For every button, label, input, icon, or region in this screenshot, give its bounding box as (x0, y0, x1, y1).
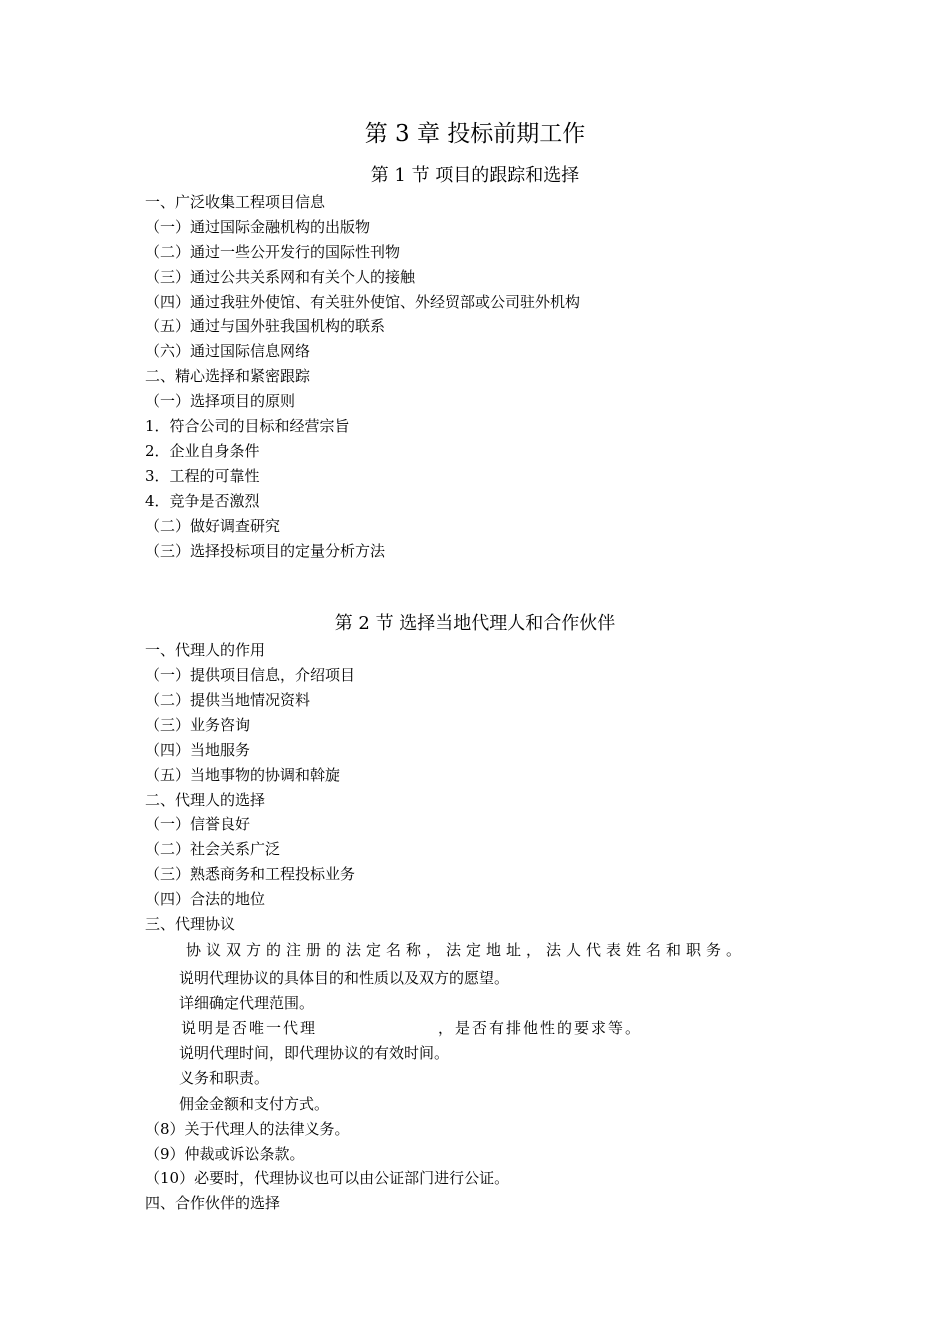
section-1-line: （三）选择投标项目的定量分析方法 (145, 542, 386, 560)
section-2-line: （一）信誉良好 (145, 815, 251, 833)
section-2-line: （四）当地服务 (145, 741, 251, 759)
section-2-line: 四、合作伙伴的选择 (145, 1194, 281, 1212)
section-2-line: （9）仲裁或诉讼条款。 (145, 1145, 305, 1163)
agreement-item: 佣金金额和支付方式。 (179, 1095, 330, 1113)
section-2-line: （8）关于代理人的法律义务。 (145, 1120, 350, 1138)
section-1-line: （二）通过一些公开发行的国际性刊物 (145, 243, 401, 261)
section-1-line: （四）通过我驻外使馆、有关驻外使馆、外经贸部或公司驻外机构 (145, 293, 581, 311)
section-2-line: 三、代理协议 (145, 915, 236, 933)
section-1-line: 4．竞争是否激烈 (145, 492, 260, 510)
agreement-item: 说明代理时间，即代理协议的有效时间。 (179, 1044, 450, 1062)
section-1-title: 第 1 节 项目的跟踪和选择 (370, 165, 580, 186)
section-2-line: 二、代理人的选择 (145, 791, 266, 809)
section-2-line: （一）提供项目信息，介绍项目 (145, 666, 356, 684)
agreement-item: 说明代理协议的具体目的和性质以及双方的愿望。 (179, 969, 510, 987)
section-2-line: （四）合法的地位 (145, 890, 266, 908)
section-1-line: 1．符合公司的目标和经营宗旨 (145, 417, 350, 435)
section-1-line: （五）通过与国外驻我国机构的联系 (145, 317, 386, 335)
section-2-line: （三）熟悉商务和工程投标业务 (145, 865, 356, 883)
section-2-line: （二）提供当地情况资料 (145, 691, 311, 709)
agreement-item: 义务和职责。 (179, 1069, 270, 1087)
section-2-line: （三）业务咨询 (145, 716, 251, 734)
section-1-line: （一）通过国际金融机构的出版物 (145, 218, 371, 236)
section-1-line: （三）通过公共关系网和有关个人的接触 (145, 268, 416, 286)
section-1-line: 3．工程的可靠性 (145, 467, 260, 485)
section-1-line: 2．企业自身条件 (145, 442, 260, 460)
section-1-line: （一）选择项目的原则 (145, 392, 296, 410)
section-2-title: 第 2 节 选择当地代理人和合作伙伴 (334, 613, 616, 634)
section-2-line: 一、代理人的作用 (145, 641, 266, 659)
section-1-line: （二）做好调查研究 (145, 517, 281, 535)
section-2-line: （五）当地事物的协调和斡旋 (145, 766, 341, 784)
section-1-line: 一、广泛收集工程项目信息 (145, 193, 326, 211)
section-2-line: （10）必要时，代理协议也可以由公证部门进行公证。 (145, 1169, 510, 1187)
chapter-title: 第 3 章 投标前期工作 (364, 121, 586, 147)
section-1-line: （六）通过国际信息网络 (145, 342, 311, 360)
section-2-line: （二）社会关系广泛 (145, 840, 281, 858)
agreement-item-part: 说明是否唯一代理 (181, 1019, 318, 1037)
agreement-item-part: ，是否有排他性的要求等。 (438, 1019, 643, 1037)
agreement-item: 详细确定代理范围。 (179, 994, 315, 1012)
agreement-item: 协议双方的注册的法定名称，法定地址，法人代表姓名和职务。 (186, 941, 747, 959)
section-1-line: 二、精心选择和紧密跟踪 (145, 367, 311, 385)
